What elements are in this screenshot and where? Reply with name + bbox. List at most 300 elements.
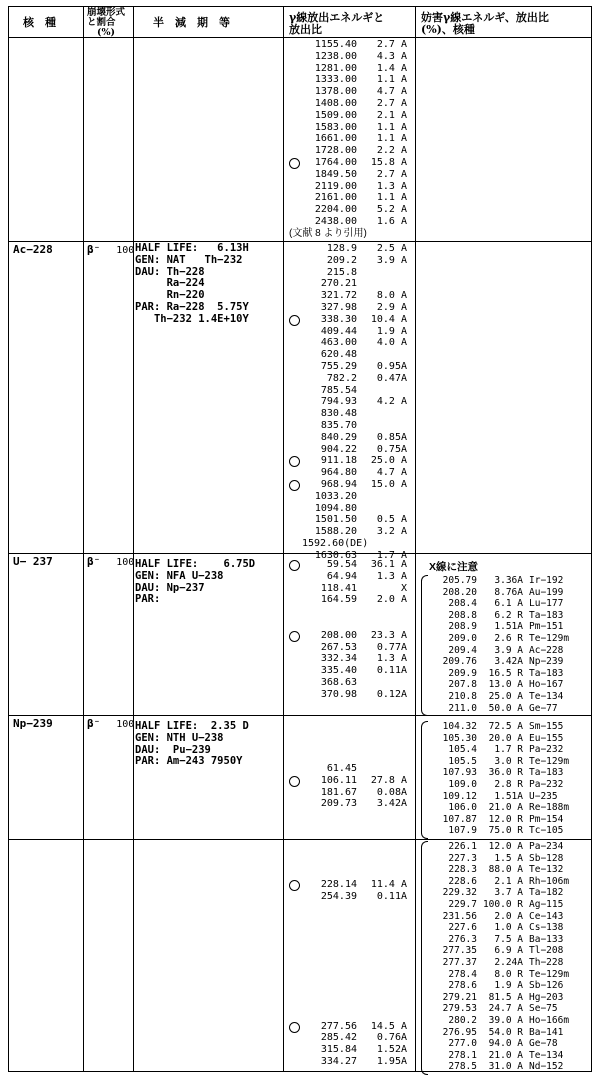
interfering-energy: 277.37 <box>442 956 477 968</box>
gamma-energy: 409.44 <box>320 325 357 337</box>
gamma-line <box>289 606 417 618</box>
gamma-line <box>289 98 417 110</box>
interfering-nuclide: Lu−177 <box>529 598 564 610</box>
gamma-energy: 1728.00 <box>314 145 357 157</box>
gamma-intensity: 0.77A <box>376 641 407 653</box>
interfering-intensity: 50.0 A <box>488 702 523 714</box>
interfering-energy: 228.6 <box>448 875 477 887</box>
interfering-energy: 105.4 <box>448 744 477 756</box>
gamma-line <box>289 373 417 385</box>
half-life-line: HALF LIFE: 2.35 D <box>135 720 249 732</box>
interfering-line <box>423 756 591 768</box>
gamma-line <box>289 1009 417 1021</box>
interfering-intensity: 8.0 R <box>494 968 523 980</box>
gamma-line <box>289 1032 417 1044</box>
gamma-energy: 2204.00 <box>314 204 357 216</box>
gamma-intensity: 2.7 A <box>376 97 407 109</box>
interfering-line <box>423 1061 591 1073</box>
gamma-line <box>289 39 417 51</box>
gamma-line <box>289 243 417 255</box>
half-life-line: Rn−220 <box>135 289 205 302</box>
interfering-intensity: 1.51A <box>494 621 523 633</box>
selected-gamma-circle <box>289 456 300 467</box>
interfering-intensity: 3.9 A <box>494 644 523 656</box>
interfering-line <box>423 957 591 969</box>
interfering-energy: 211.0 <box>448 702 477 714</box>
gamma-intensity: 2.5 A <box>376 243 407 254</box>
interfering-energy: 278.4 <box>448 968 477 980</box>
gamma-line <box>289 385 417 397</box>
gamma-energy: 334.27 <box>320 1055 357 1067</box>
gamma-energy: 1033.20 <box>314 490 357 502</box>
gamma-intensity: 25.0 A <box>370 455 407 467</box>
row-divider <box>9 839 591 840</box>
gamma-intensity: 1.6 A <box>376 215 407 227</box>
half-life-line: DAU: Th−228 <box>135 265 205 278</box>
interfering-nuclide: Ba−133 <box>529 933 564 945</box>
interfering-energy: 208.9 <box>448 621 477 633</box>
gamma-line <box>289 973 417 985</box>
interfering-nuclide: Ce−143 <box>529 910 564 922</box>
gamma-line <box>289 491 417 503</box>
interfering-energy: 227.6 <box>448 922 477 934</box>
gamma-line <box>289 526 417 538</box>
gamma-line <box>289 455 417 467</box>
gamma-energy: 368.63 <box>320 676 357 688</box>
gamma-intensity: 14.5 A <box>370 1020 407 1032</box>
interfering-line <box>423 703 591 715</box>
gamma-line <box>289 157 417 169</box>
gamma-intensity: 1.3 A <box>376 653 407 665</box>
interfering-energy: 209.9 <box>448 667 477 679</box>
header-gamma-line: 放出比 <box>289 23 322 36</box>
gamma-line <box>289 290 417 302</box>
col-divider <box>283 7 284 1071</box>
gamma-line <box>289 503 417 515</box>
gamma-energy: 315.84 <box>320 1044 357 1056</box>
gamma-energy: 1155.40 <box>314 39 357 50</box>
interfering-line <box>423 864 591 876</box>
interfering-nuclide: Te−129m <box>529 968 570 980</box>
interfering-nuclide: Ge−78 <box>529 1038 558 1050</box>
interfering-nuclide: Rh−106m <box>529 875 570 887</box>
gamma-energy: 332.34 <box>320 653 357 665</box>
half-life-line: DAU: Np−237 <box>135 581 205 594</box>
half-life-line: PAR: Ra−228 5.75Y <box>135 300 249 313</box>
gamma-energy: 335.40 <box>320 665 357 677</box>
header-interfering-line: (%)、核種 <box>421 23 475 36</box>
gamma-energy: 785.54 <box>320 384 357 396</box>
gamma-line <box>289 396 417 408</box>
interfering-intensity: 1.0 A <box>494 922 523 934</box>
interfering-energy: 278.1 <box>448 1049 477 1061</box>
decay-type: β⁻ <box>87 555 101 568</box>
nuclide-table <box>8 6 592 1072</box>
interfering-intensity: 75.0 R <box>488 825 523 837</box>
gamma-energy: 840.29 <box>320 431 357 443</box>
gamma-line <box>289 938 417 950</box>
gamma-intensity: 2.2 A <box>376 145 407 157</box>
gamma-intensity: 1.1 A <box>376 74 407 86</box>
half-life-block <box>135 559 255 606</box>
gamma-intensity: 15.8 A <box>370 156 407 168</box>
interfering-nuclide: Ge−77 <box>529 702 558 714</box>
gamma-energy: 128.9 <box>326 243 357 254</box>
gamma-energy: 370.98 <box>320 688 357 700</box>
gamma-energy: 59.54 <box>326 559 357 570</box>
interfering-line <box>423 934 591 946</box>
header-decay-line: (%) <box>97 27 116 38</box>
half-life-block <box>135 243 249 326</box>
gamma-energy: 1094.80 <box>314 502 357 514</box>
interfering-energy: 278.5 <box>448 1061 477 1073</box>
gamma-energy: 209.2 <box>326 254 357 266</box>
decay-mode <box>87 555 134 568</box>
header-interfering <box>421 12 549 36</box>
interfering-intensity: 100.0 R <box>482 898 523 910</box>
gamma-intensity: 1.3 A <box>376 570 407 582</box>
interfering-energy: 107.93 <box>442 767 477 779</box>
gamma-intensity: 0.5 A <box>376 514 407 526</box>
selected-gamma-circle <box>289 880 300 891</box>
gamma-intensity: 2.7 A <box>376 168 407 180</box>
interfering-nuclide: Pa−234 <box>529 841 564 852</box>
interfering-line <box>423 656 591 668</box>
interfering-line <box>423 621 591 633</box>
gamma-energy: 321.72 <box>320 290 357 302</box>
interfering-energy: 105.30 <box>442 732 477 744</box>
gamma-energy: 64.94 <box>326 570 357 582</box>
interfering-intensity: 6.2 R <box>494 609 523 621</box>
gamma-energy: 964.80 <box>320 467 357 479</box>
gamma-energy: 1630.63 <box>314 549 357 561</box>
gamma-energy: 1661.00 <box>314 133 357 145</box>
interfering-line <box>423 575 591 587</box>
gamma-intensity: 0.11A <box>376 890 407 902</box>
selected-gamma-circle <box>289 315 300 326</box>
gamma-list <box>289 243 417 562</box>
interfering-energy: 208.20 <box>442 586 477 598</box>
gamma-energy: 1509.00 <box>314 109 357 121</box>
gamma-intensity: 1.1 A <box>376 133 407 145</box>
interfering-intensity: 6.1 A <box>494 598 523 610</box>
half-life-line: DAU: Pu−239 <box>135 743 211 756</box>
gamma-energy: 181.67 <box>320 786 357 798</box>
gamma-line <box>289 689 417 701</box>
interfering-line <box>423 853 591 865</box>
interfering-line <box>423 668 591 680</box>
gamma-intensity: 2.9 A <box>376 301 407 313</box>
gamma-intensity: 0.85A <box>376 431 407 443</box>
interfering-energy: 105.5 <box>448 755 477 767</box>
interfering-energy: 279.53 <box>442 1003 477 1015</box>
decay-branch: 100 <box>116 557 135 568</box>
gamma-intensity: 1.95A <box>376 1055 407 1067</box>
gamma-energy: 1238.00 <box>314 50 357 62</box>
interfering-energy: 109.0 <box>448 778 477 790</box>
row-divider <box>9 715 591 716</box>
gamma-energy: 1333.00 <box>314 74 357 86</box>
gamma-line <box>289 169 417 181</box>
interfering-line <box>423 645 591 657</box>
interfering-energy: 229.32 <box>442 887 477 899</box>
interfering-nuclide: Sm−155 <box>529 721 564 732</box>
interfering-energy: 208.4 <box>448 598 477 610</box>
interfering-intensity: 7.5 A <box>494 933 523 945</box>
gamma-energy: 209.73 <box>320 798 357 810</box>
gamma-line <box>289 997 417 1009</box>
interfering-line <box>423 802 591 814</box>
gamma-line <box>289 926 417 938</box>
header-gamma-line: γ線放出エネルギと <box>289 11 385 24</box>
gamma-intensity: 3.9 A <box>376 254 407 266</box>
interfering-energy: 231.56 <box>442 910 477 922</box>
interfering-intensity: 2.0 A <box>494 910 523 922</box>
interfering-energy: 278.6 <box>448 980 477 992</box>
gamma-intensity: 4.7 A <box>376 467 407 479</box>
half-life-line: GEN: NFA U−238 <box>135 569 224 582</box>
gamma-line <box>289 255 417 267</box>
interfering-intensity: 1.9 A <box>494 980 523 992</box>
gamma-line <box>289 479 417 491</box>
half-life-line: HALF LIFE: 6.13H <box>135 242 249 254</box>
gamma-intensity: 1.52A <box>376 1044 407 1056</box>
interfering-line <box>423 841 591 853</box>
decay-branch: 100 <box>116 719 135 730</box>
interfering-bracket <box>421 575 428 716</box>
interfering-line <box>423 1015 591 1027</box>
gamma-line <box>289 133 417 145</box>
interfering-line <box>423 945 591 957</box>
gamma-line <box>289 950 417 962</box>
gamma-line <box>289 642 417 654</box>
gamma-energy: 911.18 <box>320 455 357 467</box>
gamma-energy: 106.11 <box>320 774 357 786</box>
interfering-energy: 210.8 <box>448 690 477 702</box>
gamma-energy: 228.14 <box>320 879 357 890</box>
interfering-line <box>423 814 591 826</box>
header-decay <box>87 8 125 38</box>
gamma-intensity: 4.3 A <box>376 50 407 62</box>
gamma-line <box>289 337 417 349</box>
gamma-energy: 1588.20 <box>314 526 357 538</box>
header-decay-line: 崩壊形式 <box>87 7 126 18</box>
gamma-energy: 2119.00 <box>314 180 357 192</box>
interfering-nuclide: Te−134 <box>529 690 564 702</box>
interfering-nuclide: Ta−183 <box>529 767 564 779</box>
interfering-nuclide: Ir−192 <box>529 575 564 586</box>
gamma-energy: 830.48 <box>320 408 357 420</box>
decay-type: β⁻ <box>87 717 101 730</box>
gamma-energy: 164.59 <box>320 594 357 606</box>
interfering-line <box>423 887 591 899</box>
interfering-intensity: 12.0 R <box>488 813 523 825</box>
gamma-intensity: 0.11A <box>376 665 407 677</box>
gamma-line <box>289 302 417 314</box>
gamma-intensity: 1.1 A <box>376 121 407 133</box>
gamma-line <box>289 763 417 775</box>
interfering-intensity: 2.24A <box>494 956 523 968</box>
gamma-energy: 782.2 <box>326 372 357 384</box>
gamma-line <box>289 432 417 444</box>
interfering-energy: 227.3 <box>448 852 477 864</box>
interfering-intensity: 1.7 R <box>494 744 523 756</box>
gamma-energy: 1849.50 <box>314 168 357 180</box>
gamma-energy: 277.56 <box>320 1020 357 1032</box>
gamma-intensity: 0.12A <box>376 688 407 700</box>
gamma-line <box>289 891 417 903</box>
gamma-line <box>289 538 417 550</box>
interfering-energy: 205.79 <box>442 575 477 586</box>
interfering-line <box>423 733 591 745</box>
gamma-line <box>289 677 417 689</box>
header-nuclide: 核 種 <box>23 16 56 29</box>
interfering-intensity: 6.9 A <box>494 945 523 957</box>
gamma-energy: 254.39 <box>320 890 357 902</box>
interfering-energy: 229.7 <box>448 898 477 910</box>
interfering-energy: 276.3 <box>448 933 477 945</box>
gamma-intensity: 4.7 A <box>376 86 407 98</box>
interfering-intensity: 94.0 A <box>488 1038 523 1050</box>
gamma-list <box>289 39 417 240</box>
gamma-energy: 1592.60(DE) <box>302 537 369 549</box>
selected-gamma-circle <box>289 480 300 491</box>
interfering-energy: 207.8 <box>448 679 477 691</box>
gamma-intensity: 4.0 A <box>376 337 407 349</box>
interfering-intensity: 2.6 R <box>494 632 523 644</box>
selected-gamma-circle <box>289 1022 300 1033</box>
interfering-nuclide: Pm−151 <box>529 621 564 633</box>
gamma-line <box>289 349 417 361</box>
gamma-line <box>289 444 417 456</box>
interfering-intensity: 21.0 A <box>488 1049 523 1061</box>
interfering-nuclide: Te−129m <box>529 755 570 767</box>
gamma-line <box>289 1056 417 1068</box>
interfering-intensity: 8.76A <box>494 586 523 598</box>
interfering-energy: 209.76 <box>442 656 477 668</box>
gamma-line <box>289 583 417 595</box>
gamma-energy: 1501.50 <box>314 514 357 526</box>
gamma-line <box>289 798 417 810</box>
interfering-nuclide: Sb−128 <box>529 852 564 864</box>
gamma-energy: 794.93 <box>320 396 357 408</box>
interfering-line <box>423 744 591 756</box>
header-gamma <box>289 12 384 36</box>
interfering-intensity: 16.5 R <box>488 667 523 679</box>
interfering-energy: 226.1 <box>448 841 477 852</box>
interfering-energy: 277.35 <box>442 945 477 957</box>
interfering-nuclide: Te−134 <box>529 1049 564 1061</box>
interfering-line <box>423 691 591 703</box>
interfering-line <box>423 633 591 645</box>
gamma-energy: 1281.00 <box>314 62 357 74</box>
interfering-line <box>423 911 591 923</box>
gamma-energy: 285.42 <box>320 1032 357 1044</box>
interfering-line <box>423 825 591 837</box>
interfering-nuclide: Tl−208 <box>529 945 564 957</box>
interfering-line <box>423 1050 591 1062</box>
interfering-nuclide: Tc−105 <box>529 825 564 837</box>
interfering-intensity: 1.51A <box>494 790 523 802</box>
gamma-line <box>289 594 417 606</box>
gamma-intensity: 5.2 A <box>376 204 407 216</box>
gamma-intensity: 23.3 A <box>370 629 407 641</box>
gamma-line <box>289 420 417 432</box>
interfering-energy: 228.3 <box>448 864 477 876</box>
interfering-energy: 104.32 <box>442 721 477 732</box>
half-life-line: Th−232 1.4E+10Y <box>135 312 249 325</box>
gamma-intensity: 4.2 A <box>376 396 407 408</box>
col-divider <box>133 7 134 1071</box>
gamma-line <box>289 51 417 63</box>
interfering-intensity: 54.0 R <box>488 1026 523 1038</box>
interfering-line <box>423 992 591 1004</box>
interfering-line <box>423 791 591 803</box>
gamma-list <box>289 879 417 1068</box>
half-life-line: GEN: NAT Th−232 <box>135 253 243 266</box>
interfering-intensity: 25.0 A <box>488 690 523 702</box>
gamma-line <box>289 314 417 326</box>
gamma-intensity: 10.4 A <box>370 313 407 325</box>
gamma-energy: 61.45 <box>326 763 357 774</box>
gamma-line <box>289 962 417 974</box>
gamma-line <box>289 192 417 204</box>
gamma-energy: 1378.00 <box>314 86 357 98</box>
gamma-line <box>289 181 417 193</box>
gamma-intensity: 27.8 A <box>370 774 407 786</box>
gamma-line <box>289 278 417 290</box>
selected-gamma-circle <box>289 776 300 787</box>
interfering-nuclide: Ta−182 <box>529 887 564 899</box>
interfering-energy: 279.21 <box>442 991 477 1003</box>
gamma-intensity: 2.7 A <box>376 39 407 50</box>
gamma-line <box>289 110 417 122</box>
selected-gamma-circle <box>289 158 300 169</box>
interfering-nuclide: Np−239 <box>529 656 564 668</box>
nuclide-name: U− 237 <box>13 555 53 568</box>
interfering-energy: 277.0 <box>448 1038 477 1050</box>
interfering-energy: 107.87 <box>442 813 477 825</box>
half-life-line: PAR: Am−243 7950Y <box>135 755 243 768</box>
gamma-intensity: 1.9 A <box>376 325 407 337</box>
decay-branch: 100 <box>116 245 135 256</box>
interfering-nuclide: Nd−152 <box>529 1061 564 1073</box>
gamma-energy: 270.21 <box>320 278 357 290</box>
gamma-line <box>289 267 417 279</box>
gamma-energy: 463.00 <box>320 337 357 349</box>
gamma-intensity: 1.7 A <box>376 549 407 561</box>
interfering-intensity: 3.0 R <box>494 755 523 767</box>
gamma-line <box>289 63 417 75</box>
gamma-line <box>289 145 417 157</box>
selected-gamma-circle <box>289 560 300 571</box>
interfering-nuclide: Sb−126 <box>529 980 564 992</box>
interfering-bracket <box>421 721 428 839</box>
interfering-intensity: 88.0 A <box>488 864 523 876</box>
interfering-intensity: 21.0 A <box>488 802 523 814</box>
interfering-intensity: 13.0 A <box>488 679 523 691</box>
interfering-title: X線に注意 <box>429 561 479 573</box>
gamma-energy: 2438.00 <box>314 215 357 227</box>
interfering-bracket <box>421 841 428 1075</box>
interfering-energy: 109.12 <box>442 790 477 802</box>
gamma-line <box>289 879 417 891</box>
interfering-intensity: 31.0 A <box>488 1061 523 1073</box>
gamma-energy: 755.29 <box>320 360 357 372</box>
gamma-line <box>289 775 417 787</box>
gamma-intensity: 11.4 A <box>370 879 407 890</box>
gamma-energy: 215.8 <box>326 266 357 278</box>
